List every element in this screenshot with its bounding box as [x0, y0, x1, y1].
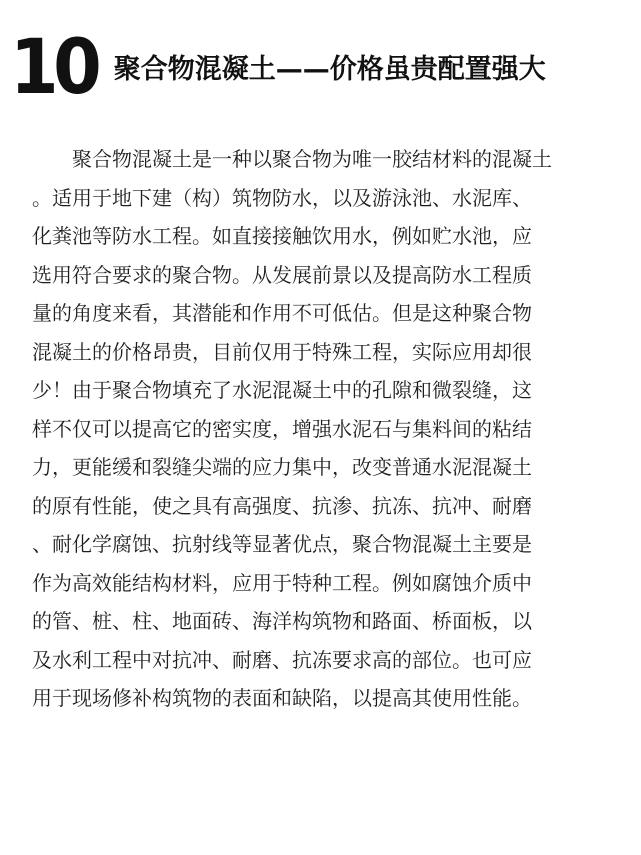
paragraph-line: 的原有性能，使之具有高强度、抗渗、抗冻、抗冲、耐磨 [32, 493, 532, 518]
paragraph-line: 混凝土的价格昂贵，目前仅用于特殊工程，实际应用却很 [32, 339, 532, 364]
paragraph-line: 选用符合要求的聚合物。从发展前景以及提高防水工程质 [32, 262, 532, 287]
paragraph-line: 。适用于地下建（构）筑物防水，以及游泳池、水泥库、 [32, 185, 532, 210]
section-number: 10 [10, 22, 97, 111]
paragraph-line: 作为高效能结构材料，应用于特种工程。例如腐蚀介质中 [32, 570, 532, 595]
article-body [32, 140, 622, 718]
paragraph-line: 量的角度来看，其潜能和作用不可低估。但是这种聚合物 [32, 301, 532, 325]
paragraph-line: 化粪池等防水工程。如直接接触饮用水，例如贮水池，应 [32, 224, 532, 248]
paragraph-line: 、耐化学腐蚀、抗射线等显著优点，聚合物混凝土主要是 [32, 532, 532, 556]
paragraph-line: 用于现场修补构筑物的表面和缺陷，以提高其使用性能。 [32, 686, 532, 710]
paragraph-line: 聚合物混凝土是一种以聚合物为唯一胶结材料的混凝土 [32, 147, 552, 171]
paragraph-line: 少！由于聚合物填充了水泥混凝土中的孔隙和微裂缝，这 [32, 378, 532, 402]
paragraph-line: 样不仅可以提高它的密实度，增强水泥石与集料间的粘结 [32, 416, 532, 441]
section-header [10, 22, 630, 112]
section-title: 聚合物混凝土——价格虽贵配置强大 [113, 53, 546, 85]
paragraph-line: 力，更能缓和裂缝尖端的应力集中，改变普通水泥混凝土 [32, 455, 532, 479]
paragraph-line: 及水利工程中对抗冲、耐磨、抗冻要求高的部位。也可应 [32, 647, 532, 672]
paragraph-line: 的管、桩、柱、地面砖、海洋构筑物和路面、桥面板，以 [32, 609, 532, 633]
